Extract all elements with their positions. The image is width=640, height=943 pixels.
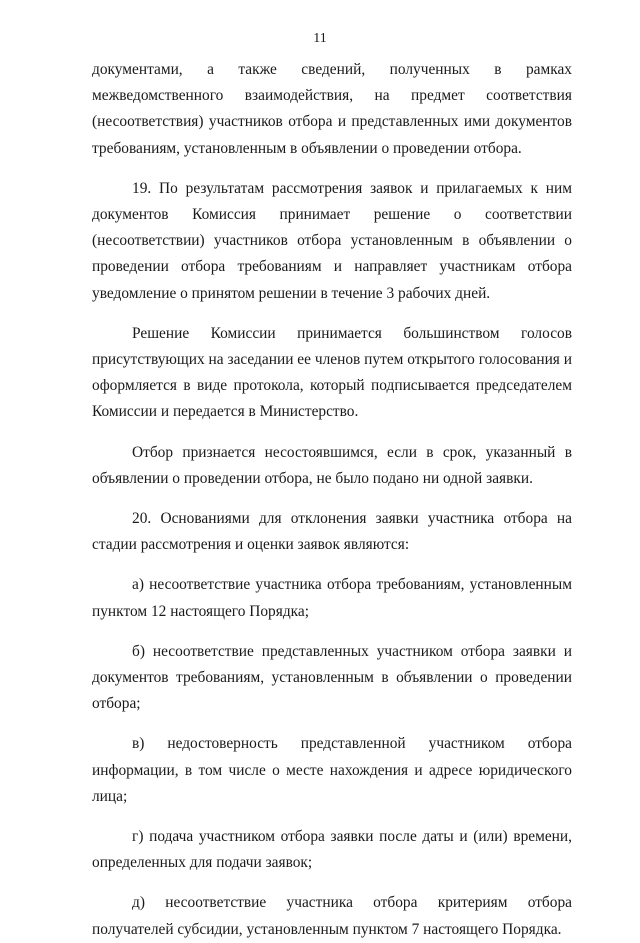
list-item-a: а) несоответствие участника отбора требованиям, установленным пунктом 12 настоящего Порядка;: [92, 576, 572, 620]
page-number: 11: [313, 31, 327, 46]
list-item-d: д) несоответствие участника отбора критериям отбора получателей субсидии, установленным пунктом 7 настоящего Порядка.: [92, 894, 572, 938]
paragraph-continuation: документами, а также сведений, полученных в рамках межведомственного взаимодействия, на предмет соответствия (несоответствия) участников отбора и представленных ими документов требованиям, установленным в объявлении о проведении отбора.: [92, 61, 572, 157]
list-item-b: б) несоответствие представленных участником отбора заявки и документов требованиям, установленным в объявлении о проведении отбора;: [92, 642, 572, 713]
paragraph-commission-decision: Решение Комиссии принимается большинством голосов присутствующих на заседании ее членов путем открытого голосования и оформляется в виде протокола, который подписывается председателем Комиссии и передается в Министерство.: [92, 324, 572, 421]
paragraph-selection-failed: Отбор признается несостоявшимся, если в срок, указанный в объявлении о проведении отбора, не было подано ни одной заявки.: [92, 443, 572, 487]
document-body: [92, 57, 572, 943]
list-item-v: в) недостоверность представленной участником отбора информации, в том числе о месте нахождения и адресе юридического лица;: [92, 735, 572, 805]
paragraph-item-19: 19. По результатам рассмотрения заявок и прилагаемых к ним документов Комиссия принимает решение о соответствии (несоответствии) участников отбора установленным в объявлении о проведении отбора требованиям и направляет участникам отбора уведомление о принятом решении в течение 3 рабочих дней.: [92, 179, 572, 302]
paragraph-item-20: 20. Основаниями для отклонения заявки участника отбора на стадии рассмотрения и оценки заявок являются:: [92, 510, 572, 554]
list-item-g: г) подача участником отбора заявки после даты и (или) времени, определенных для подачи заявок;: [92, 828, 572, 872]
